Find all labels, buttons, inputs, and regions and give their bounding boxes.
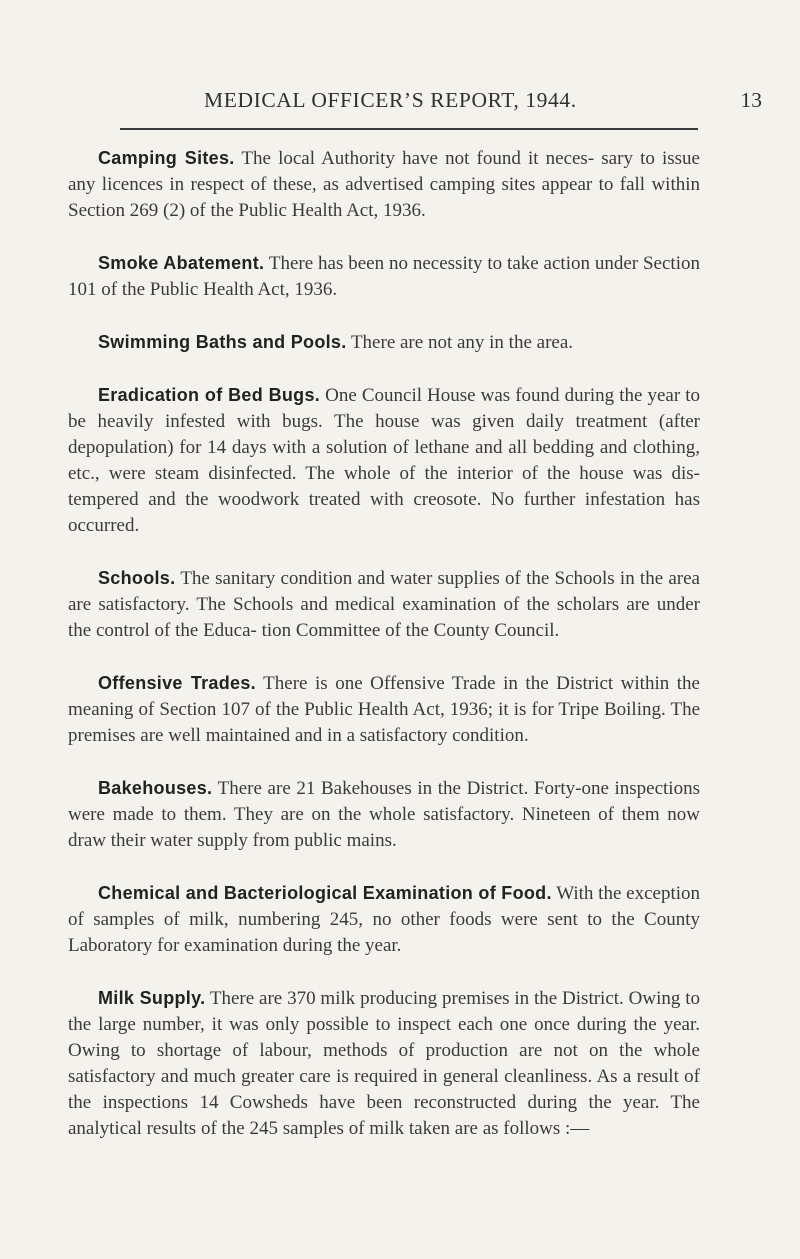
section-text: There has been no necessity to take action under Section 101 of the Public Health Act, 1936. xyxy=(68,253,700,300)
section-text: There is one Offensive Trade in the District within the meaning of Section 107 of the Public Health Act, 1936; it is for Tripe Boiling. The premises are well maintained and in a satisfactory condition. xyxy=(68,673,700,746)
section-text: There are not any in the area. xyxy=(350,332,574,353)
section-swimming-baths xyxy=(68,329,700,356)
section-heading: Chemical and Bacteriological Examination of Food. xyxy=(98,883,552,903)
section-food-examination xyxy=(68,880,700,959)
section-text: With the exception of samples of milk, numbering 245, no other foods were sent to the County Laboratory for examination during the year. xyxy=(68,883,701,956)
section-heading: Swimming Baths and Pools. xyxy=(98,332,347,352)
section-text: The local Authority have not found it neces- sary to issue any licences in respect of these, as advertised camping sites appear to fall within Section 269 (2) of the Public Health Act, 1936. xyxy=(68,148,700,221)
section-heading: Eradication of Bed Bugs. xyxy=(98,385,321,405)
header-rule xyxy=(120,128,698,130)
section-text: One Council House was found during the year to be heavily infested with bugs. The house was given daily treatment (after depopulation) for 14 days with a solution of lethane and all bedding and clothing, etc., were steam disinfected. The whole of the interior of the house was dis- tempered and the woodwork treated with creosote. No further infestation has occurred. xyxy=(68,385,700,536)
section-heading: Schools. xyxy=(98,568,176,588)
section-text: There are 21 Bakehouses in the District. Forty-one inspections were made to them. They are on the whole satisfactory. Nineteen of them now draw their water supply from public mains. xyxy=(68,778,700,851)
section-heading: Milk Supply. xyxy=(98,988,206,1008)
section-camping-sites xyxy=(68,145,700,224)
page-number: 13 xyxy=(740,88,762,112)
section-offensive-trades xyxy=(68,670,700,749)
running-title: MEDICAL OFFICER’S REPORT, 1944. xyxy=(204,88,577,112)
section-heading: Bakehouses. xyxy=(98,778,213,798)
section-schools xyxy=(68,565,700,644)
section-heading: Offensive Trades. xyxy=(98,673,256,693)
section-heading: Camping Sites. xyxy=(98,148,235,168)
section-text: There are 370 milk producing premises in the District. Owing to the large number, it was only possible to inspect each one once during the year. Owing to shortage of labour, methods of production are not on the whole satisfactory and much greater care is required in general cleanliness. As a result of the inspections 14 Cowsheds have been reconstructed during the year. The analytical results of the 245 samples of milk taken are as follows :— xyxy=(68,988,700,1139)
section-milk-supply xyxy=(68,985,700,1142)
section-text: The sanitary condition and water supplies of the Schools in the area are satisfactory. The Schools and medical examination of the scholars are under the control of the Educa- tion Committee of the County Council. xyxy=(68,568,700,641)
section-heading: Smoke Abatement. xyxy=(98,253,265,273)
page-header xyxy=(120,88,800,124)
section-bakehouses xyxy=(68,775,700,854)
section-smoke-abatement xyxy=(68,250,700,303)
section-bed-bugs xyxy=(68,382,700,539)
report-body xyxy=(68,145,700,1168)
